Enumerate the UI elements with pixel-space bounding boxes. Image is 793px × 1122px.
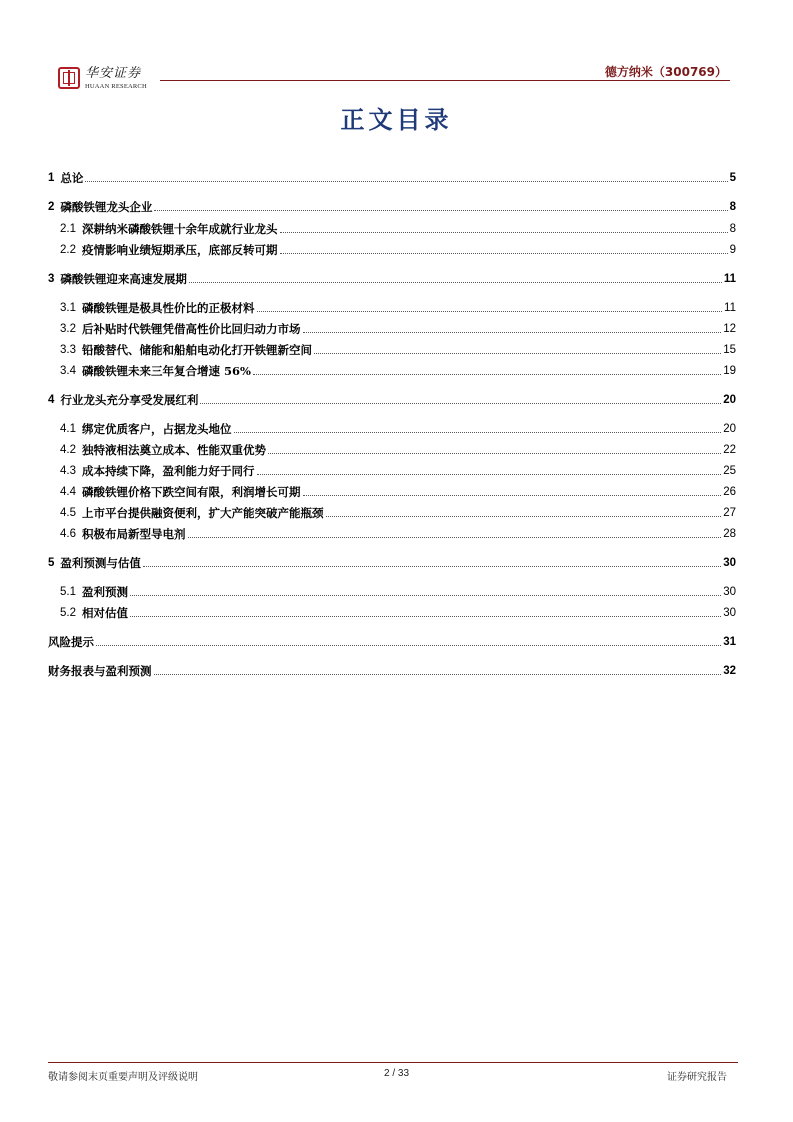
toc-entry-number: 5.1 xyxy=(60,586,76,598)
page-header xyxy=(0,0,793,110)
company-logo xyxy=(58,66,147,91)
toc-dot-leader xyxy=(314,352,721,354)
toc-entry-label: 风险提示 xyxy=(48,635,94,649)
toc-entry[interactable] xyxy=(60,322,736,336)
toc-dot-leader xyxy=(189,281,722,283)
toc-entry-label: 绑定优质客户，占据龙头地位 xyxy=(82,422,232,436)
footer-report-type: 证券研究报告 xyxy=(667,1072,727,1083)
toc-dot-leader xyxy=(85,180,727,182)
toc-entry-number: 3.4 xyxy=(60,365,76,377)
toc-entry[interactable] xyxy=(48,272,736,286)
toc-entry-page: 22 xyxy=(723,444,736,456)
toc-entry-page: 28 xyxy=(723,528,736,540)
header-divider xyxy=(160,80,730,81)
toc-dot-leader xyxy=(200,402,721,404)
toc-entry[interactable] xyxy=(48,664,736,678)
toc-entry-number: 2.1 xyxy=(60,223,76,235)
toc-entry-page: 19 xyxy=(723,365,736,377)
toc-entry[interactable] xyxy=(48,556,736,570)
toc-entry-page: 8 xyxy=(729,223,736,235)
toc-dot-leader xyxy=(268,452,721,454)
toc-entry-page: 26 xyxy=(723,486,736,498)
toc-entry-page: 30 xyxy=(723,557,736,569)
toc-dot-leader xyxy=(154,209,727,211)
toc-entry-label: 行业龙头充分享受发展红利 xyxy=(60,393,199,407)
toc-dot-leader xyxy=(154,673,722,675)
toc-entry-number: 4.2 xyxy=(60,444,76,456)
logo-chinese-name: 华安证券 xyxy=(85,66,142,81)
toc-dot-leader xyxy=(130,615,721,617)
toc-entry[interactable] xyxy=(48,200,736,214)
toc-dot-leader xyxy=(303,331,722,333)
toc-entry-label: 磷酸铁锂龙头企业 xyxy=(60,200,153,214)
toc-entry-page: 32 xyxy=(723,665,736,677)
logo-english-name: HUAAN RESEARCH xyxy=(85,83,147,90)
toc-entry-label: 疫情影响业绩短期承压，底部反转可期 xyxy=(82,243,278,257)
toc-entry-page: 20 xyxy=(723,394,736,406)
toc-entry-page: 31 xyxy=(723,636,736,648)
toc-entry-number: 4.3 xyxy=(60,465,76,477)
toc-entry-number: 4 xyxy=(48,394,55,406)
toc-entry-page: 20 xyxy=(723,423,736,435)
toc-entry-label: 上市平台提供融资便利，扩大产能突破产能瓶颈 xyxy=(82,506,324,520)
toc-entry-label: 盈利预测与估值 xyxy=(60,556,141,570)
toc-entry-page: 5 xyxy=(729,172,736,184)
toc-entry[interactable] xyxy=(60,364,736,378)
toc-entry-label: 独特液相法奠立成本、性能双重优势 xyxy=(82,443,266,457)
toc-entry[interactable] xyxy=(60,506,736,520)
toc-entry-page: 15 xyxy=(723,344,736,356)
toc-entry-number: 3.1 xyxy=(60,302,76,314)
toc-entry[interactable] xyxy=(60,585,736,599)
toc-entry-label: 总论 xyxy=(60,171,84,185)
toc-entry-label: 盈利预测 xyxy=(82,585,128,599)
toc-entry[interactable] xyxy=(60,422,736,436)
toc-entry-number: 4.6 xyxy=(60,528,76,540)
toc-entry-number: 2.2 xyxy=(60,244,76,256)
toc-entry[interactable] xyxy=(60,222,736,236)
toc-entry-page: 12 xyxy=(723,323,736,335)
toc-entry-page: 11 xyxy=(723,273,736,285)
toc-entry-page: 30 xyxy=(723,607,736,619)
toc-dot-leader xyxy=(280,252,728,254)
toc-entry[interactable] xyxy=(60,464,736,478)
header-company-name: 德方纳米（300769） xyxy=(604,65,727,79)
toc-entry-page: 11 xyxy=(724,302,736,314)
toc-entry-label: 深耕纳米磷酸铁锂十余年成就行业龙头 xyxy=(82,222,278,236)
toc-entry-number: 5.2 xyxy=(60,607,76,619)
toc-dot-leader xyxy=(130,594,721,596)
toc-entry-number: 3.2 xyxy=(60,323,76,335)
toc-dot-leader xyxy=(257,310,723,312)
footer-disclaimer: 敬请参阅末页重要声明及评级说明 xyxy=(48,1072,198,1083)
toc-entry-label: 铅酸替代、储能和船舶电动化打开铁锂新空间 xyxy=(82,343,312,357)
toc-entry[interactable] xyxy=(48,171,736,185)
toc-entry[interactable] xyxy=(60,343,736,357)
page-title: 正文目录 xyxy=(340,106,453,134)
toc-entry-number: 3.3 xyxy=(60,344,76,356)
toc-entry[interactable] xyxy=(60,485,736,499)
toc-entry-label: 后补贴时代铁锂凭借高性价比回归动力市场 xyxy=(82,322,301,336)
toc-entry-label: 磷酸铁锂未来三年复合增速 56% xyxy=(82,364,251,378)
toc-entry-page: 25 xyxy=(723,465,736,477)
toc-dot-leader xyxy=(188,536,722,538)
toc-entry[interactable] xyxy=(48,393,736,407)
toc-entry-number: 4.1 xyxy=(60,423,76,435)
toc-entry-number: 4.4 xyxy=(60,486,76,498)
toc-entry-number: 1 xyxy=(48,172,55,184)
logo-seal-icon xyxy=(58,67,80,89)
toc-entry-page: 30 xyxy=(723,586,736,598)
toc-entry[interactable] xyxy=(60,527,736,541)
toc-entry-label: 磷酸铁锂是极具性价比的正极材料 xyxy=(82,301,255,315)
toc-entry-label: 财务报表与盈利预测 xyxy=(48,664,152,678)
toc-dot-leader xyxy=(234,431,722,433)
toc-dot-leader xyxy=(280,231,728,233)
toc-entry[interactable] xyxy=(60,606,736,620)
toc-entry-number: 3 xyxy=(48,273,55,285)
toc-entry-page: 8 xyxy=(729,201,736,213)
toc-entry[interactable] xyxy=(60,301,736,315)
toc-entry-page: 9 xyxy=(729,244,736,256)
footer-divider xyxy=(48,1062,738,1063)
toc-dot-leader xyxy=(96,644,721,646)
toc-entry-label: 积极布局新型导电剂 xyxy=(82,527,186,541)
toc-entry-number: 5 xyxy=(48,557,55,569)
toc-dot-leader xyxy=(253,373,721,375)
toc-entry-label: 磷酸铁锂迎来高速发展期 xyxy=(60,272,187,286)
toc-entry-number: 2 xyxy=(48,201,55,213)
toc-entry-label: 相对估值 xyxy=(82,606,128,620)
toc-entry-page: 27 xyxy=(723,507,736,519)
toc-dot-leader xyxy=(326,515,722,517)
toc-entry[interactable] xyxy=(60,243,736,257)
toc-entry-number: 4.5 xyxy=(60,507,76,519)
page-number: 2 / 33 xyxy=(383,1068,410,1079)
toc-entry-label: 成本持续下降，盈利能力好于同行 xyxy=(82,464,255,478)
toc-dot-leader xyxy=(303,494,722,496)
toc-dot-leader xyxy=(143,565,721,567)
toc-entry[interactable] xyxy=(48,635,736,649)
toc-entry-label: 磷酸铁锂价格下跌空间有限，利润增长可期 xyxy=(82,485,301,499)
toc-dot-leader xyxy=(257,473,722,475)
toc-entry[interactable] xyxy=(60,443,736,457)
